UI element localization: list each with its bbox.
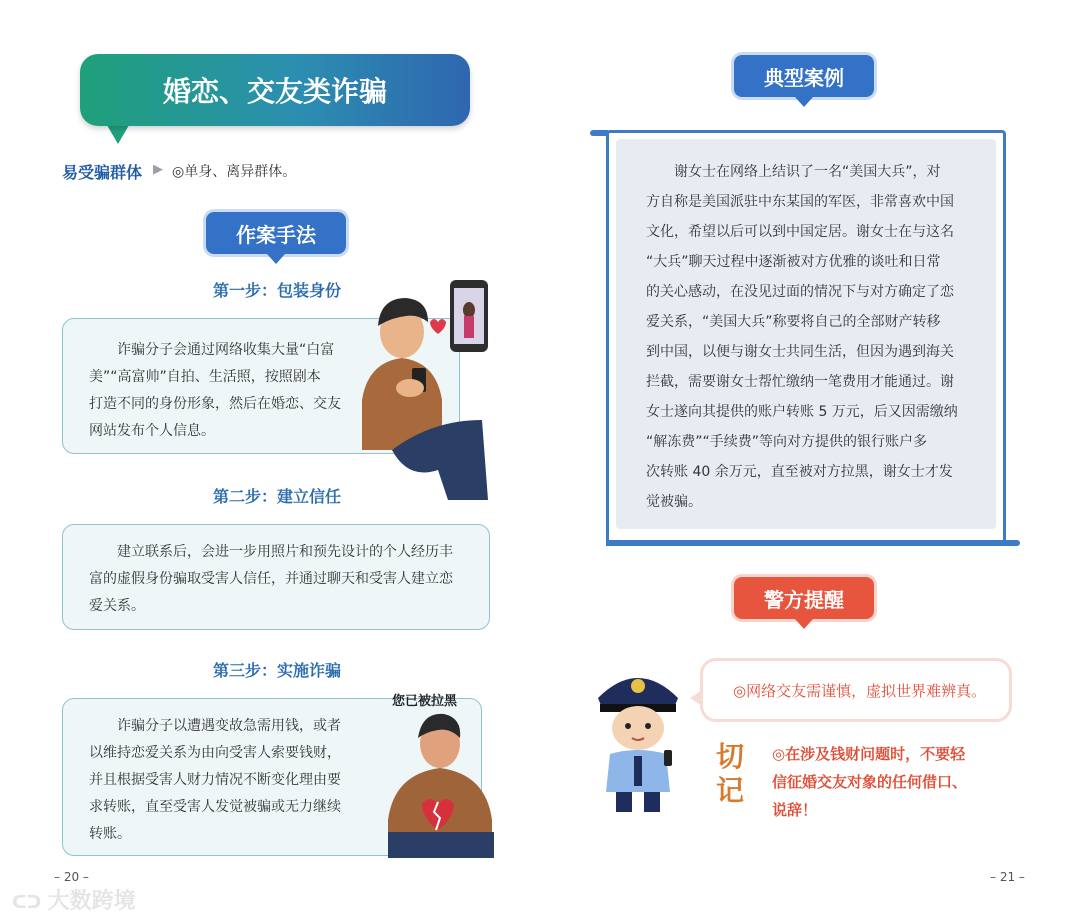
case-line: 拦截，需要谢女士帮忙缴纳一笔费用才能通过。谢 [646,374,954,390]
step-1-line: 打造不同的身份形象，然后在婚恋、交友 [89,396,341,412]
step-3-title: 第三步：实施诈骗 [212,661,341,680]
case-tag: 典型案例 [734,55,874,97]
step-1-line: 诈骗分子会通过网络收集大量“白富 [117,342,335,358]
case-line: 觉被骗。 [646,494,702,510]
step-3-line: 并且根据受害人财力情况不断变化理由要 [89,772,341,788]
vulnerable-group-label: 易受骗群体 [62,163,143,182]
play-arrow-icon: ▶ [153,162,163,177]
case-line: 女士遂向其提供的账户转账 5 万元，后又因需缴纳 [646,404,958,420]
page-number-left: – 20 – [54,870,89,884]
page-number-right: – 21 – [990,870,1025,884]
step-3-line: 以维持恋爱关系为由向受害人索要钱财， [89,745,341,761]
remember-text [772,740,1012,824]
step-1-line: 网站发布个人信息。 [89,423,215,439]
watermark-text: 大数跨境 [47,889,136,914]
step-2-title: 第二步：建立信任 [212,487,341,506]
case-line: 谢女士在网络上结识了一名“美国大兵”，对 [674,164,941,180]
blocked-label: 您已被拉黑 [392,694,458,709]
remember-char: 记 [716,774,745,807]
warning-bubble: ◎网络交友需谨慎，虚拟世界难辨真。 [700,658,1012,722]
case-line: 的关心感动，在没见过面的情况下与对方确定了恋 [646,284,954,300]
case-tag-tail [795,97,813,107]
step-2-box [62,524,490,630]
case-frame-tab-left [590,130,608,136]
step-1-line: 美”“高富帅”自拍、生活照，按照剧本 [89,369,321,385]
watermark [12,884,136,915]
case-frame-tab-bottom [606,540,1020,546]
remember-label [716,740,744,808]
vulnerable-group-text: ◎单身、离异群体。 [172,164,297,180]
step-3-line: 求转账，直至受害人发觉被骗或无力继续 [89,799,341,815]
methods-tag: 作案手法 [206,212,346,254]
step-3-line: 诈骗分子以遭遇变故急需用钱，或者 [117,718,341,734]
remember-line: ◎在涉及钱财问题时，不要轻 [772,745,966,763]
methods-tag-tail [267,254,285,264]
remember-char: 切 [716,740,745,773]
warning-tag-tail [795,619,813,629]
case-line: 到中国，以便与谢女士共同生活，但因为遇到海关 [646,344,954,360]
page-title: 婚恋、交友类诈骗 [80,54,470,126]
watermark-logo-icon: ᑕᑐ [12,892,48,913]
heartbroken-man-illustration [382,710,500,858]
case-line: “大兵”聊天过程中逐渐被对方优雅的谈吐和日常 [646,254,941,270]
step-2-line: 富的虚假身份骗取受害人信任，并通过聊天和受害人建立恋 [89,571,453,587]
step-2-line: 爱关系。 [89,598,145,614]
remember-line: 信征婚交友对象的任何借口、 [772,773,968,791]
police-officer-illustration [590,664,686,814]
warning-tag: 警方提醒 [734,577,874,619]
case-line: 爱关系，“美国大兵”称要将自己的全部财产转移 [646,314,941,330]
case-line: 文化，希望以后可以到中国定居。谢女士在与这名 [646,224,954,240]
case-text [616,139,996,529]
step-3-line: 转账。 [89,826,131,842]
case-line: “解冻费”“手续费”等向对方提供的银行账户多 [646,434,928,450]
man-with-phone-illustration [352,280,492,510]
step-2-line: 建立联系后，会进一步用照片和预先设计的个人经历丰 [117,544,453,560]
step-1-title: 第一步：包装身份 [212,281,341,300]
case-line: 次转账 40 余万元，直至被对方拉黑，谢女士才发 [646,464,953,480]
remember-line: 说辞！ [772,801,818,819]
case-line: 方自称是美国派驻中东某国的军医，非常喜欢中国 [646,194,954,210]
